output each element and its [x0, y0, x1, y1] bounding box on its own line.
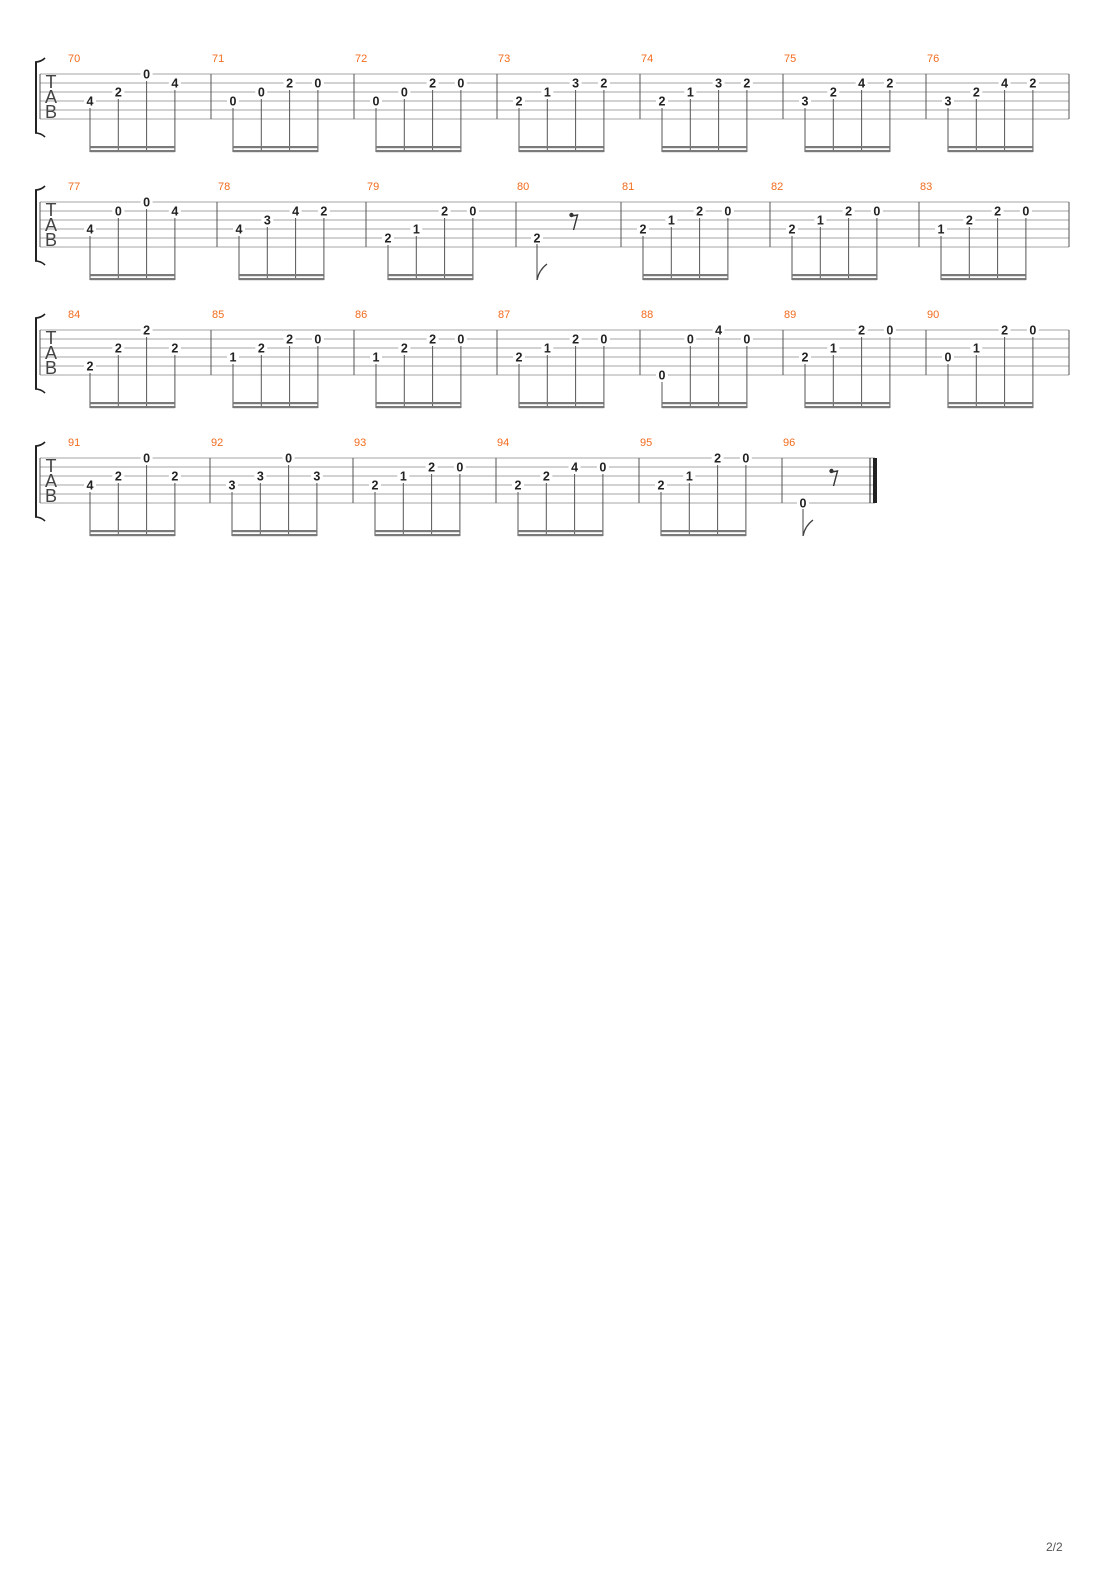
beam-primary — [948, 402, 1033, 404]
measure-number: 70 — [68, 53, 81, 65]
beam-primary — [239, 274, 324, 276]
measure-number: 73 — [498, 53, 511, 65]
bracket-bottom-hook — [35, 261, 45, 265]
beam-secondary — [643, 278, 728, 280]
bracket-top-hook — [35, 442, 45, 446]
beam-secondary — [941, 278, 1026, 280]
fret-number: 1 — [667, 213, 675, 228]
beam-secondary — [233, 406, 318, 408]
fret-number: 2 — [114, 341, 122, 356]
fret-number: 2 — [320, 204, 328, 219]
fret-number: 2 — [286, 76, 294, 91]
fret-number: 3 — [313, 469, 321, 484]
tab-system — [35, 437, 877, 536]
fret-number: 2 — [972, 85, 980, 100]
fret-number: 3 — [572, 76, 580, 91]
fret-number: 2 — [965, 213, 973, 228]
beam-primary — [661, 530, 746, 532]
fret-number: 4 — [171, 76, 179, 91]
tab-clef-letter: B — [44, 230, 58, 250]
beam-secondary — [948, 150, 1033, 152]
beam-primary — [233, 402, 318, 404]
fret-number: 0 — [742, 451, 750, 466]
beam-primary — [376, 146, 461, 148]
rest-dot — [569, 213, 573, 217]
measure-number: 75 — [784, 53, 797, 65]
tab-clef-letter: B — [44, 358, 58, 378]
fret-number: 0 — [469, 204, 477, 219]
page-number: 2/2 — [1046, 1540, 1063, 1554]
fret-number: 2 — [171, 341, 179, 356]
beam-secondary — [90, 150, 175, 152]
measure-number: 95 — [640, 437, 653, 449]
fret-number: 0 — [1022, 204, 1030, 219]
beam-secondary — [948, 406, 1033, 408]
measure-number: 72 — [355, 53, 368, 65]
fret-number: 3 — [263, 213, 271, 228]
measure-number: 93 — [354, 437, 367, 449]
beam-secondary — [375, 534, 460, 536]
fret-number: 2 — [428, 460, 436, 475]
fret-number: 0 — [873, 204, 881, 219]
fret-number: 0 — [799, 496, 807, 511]
beam-secondary — [792, 278, 877, 280]
fret-number: 2 — [845, 204, 853, 219]
rest-stroke — [832, 471, 838, 486]
beam-secondary — [388, 278, 473, 280]
beam-secondary — [232, 534, 317, 536]
fret-number: 2 — [788, 222, 796, 237]
tab-clef-letter: B — [44, 486, 58, 506]
fret-number: 1 — [816, 213, 824, 228]
beam-secondary — [233, 150, 318, 152]
fret-number: 4 — [86, 222, 94, 237]
measure-number: 76 — [927, 53, 940, 65]
fret-number: 4 — [1001, 76, 1009, 91]
tab-clef-letter: A — [44, 343, 58, 363]
fret-number: 2 — [801, 350, 809, 365]
fret-number: 2 — [829, 85, 837, 100]
fret-number: 2 — [858, 323, 866, 338]
beam-primary — [375, 530, 460, 532]
beam-secondary — [90, 278, 175, 280]
fret-number: 0 — [743, 332, 751, 347]
fret-number: 0 — [400, 85, 408, 100]
fret-number: 4 — [171, 204, 179, 219]
eighth-rest — [569, 213, 577, 230]
beam-primary — [792, 274, 877, 276]
beam-secondary — [661, 534, 746, 536]
fret-number: 2 — [696, 204, 704, 219]
measure-number: 77 — [68, 181, 81, 193]
fret-number: 2 — [886, 76, 894, 91]
fret-number: 0 — [372, 94, 380, 109]
tab-clef-letter: A — [44, 471, 58, 491]
fret-number: 2 — [542, 469, 550, 484]
tab-clef-letter: T — [45, 456, 57, 476]
beam-primary — [388, 274, 473, 276]
fret-number: 4 — [235, 222, 243, 237]
final-thick-barline — [873, 458, 877, 503]
fret-number: 3 — [715, 76, 723, 91]
measure-number: 91 — [68, 437, 81, 449]
measure-number: 71 — [212, 53, 225, 65]
tablature-score — [0, 0, 1110, 560]
fret-number: 1 — [829, 341, 837, 356]
fret-number: 0 — [686, 332, 694, 347]
fret-number: 0 — [944, 350, 952, 365]
fret-number: 4 — [715, 323, 723, 338]
fret-number: 2 — [994, 204, 1002, 219]
fret-number: 2 — [600, 76, 608, 91]
tab-clef-letter: A — [44, 87, 58, 107]
beam-secondary — [239, 278, 324, 280]
fret-number: 2 — [114, 85, 122, 100]
beam-secondary — [519, 406, 604, 408]
measure-number: 87 — [498, 309, 511, 321]
measure-number: 85 — [212, 309, 225, 321]
fret-number: 2 — [429, 76, 437, 91]
bracket-top-hook — [35, 58, 45, 62]
beam-secondary — [90, 534, 175, 536]
measure-number: 92 — [211, 437, 224, 449]
fret-number: 2 — [114, 469, 122, 484]
beam-secondary — [662, 150, 747, 152]
fret-number: 0 — [457, 76, 465, 91]
measure-number: 74 — [641, 53, 654, 65]
beam-primary — [519, 146, 604, 148]
tab-clef-letter: T — [45, 328, 57, 348]
beam-primary — [90, 530, 175, 532]
fret-number: 0 — [143, 451, 151, 466]
fret-number: 2 — [441, 204, 449, 219]
beam-secondary — [518, 534, 603, 536]
beam-secondary — [662, 406, 747, 408]
beam-primary — [643, 274, 728, 276]
beam-secondary — [519, 150, 604, 152]
tab-system — [35, 309, 1069, 408]
fret-number: 2 — [657, 478, 665, 493]
measure-number: 81 — [622, 181, 635, 193]
fret-number: 2 — [515, 350, 523, 365]
tab-clef-letter: T — [45, 200, 57, 220]
fret-number: 1 — [229, 350, 237, 365]
measure-number: 89 — [784, 309, 797, 321]
beam-primary — [941, 274, 1026, 276]
measure-number: 83 — [920, 181, 933, 193]
fret-number: 0 — [229, 94, 237, 109]
fret-number: 0 — [658, 368, 666, 383]
fret-number: 0 — [457, 332, 465, 347]
fret-number: 4 — [86, 94, 94, 109]
bracket-bottom-hook — [35, 389, 45, 393]
beam-primary — [805, 402, 890, 404]
beam-primary — [376, 402, 461, 404]
fret-number: 1 — [412, 222, 420, 237]
fret-number: 1 — [399, 469, 407, 484]
fret-number: 1 — [543, 341, 551, 356]
beam-secondary — [805, 150, 890, 152]
fret-number: 1 — [972, 341, 980, 356]
tab-system — [35, 181, 1069, 280]
beam-primary — [90, 274, 175, 276]
fret-number: 2 — [533, 231, 541, 246]
fret-number: 2 — [714, 451, 722, 466]
tab-clef-letter: B — [44, 102, 58, 122]
fret-number: 2 — [514, 478, 522, 493]
fret-number: 0 — [257, 85, 265, 100]
tab-system — [35, 53, 1069, 152]
fret-number: 3 — [256, 469, 264, 484]
fret-number: 1 — [685, 469, 693, 484]
fret-number: 1 — [686, 85, 694, 100]
fret-number: 3 — [228, 478, 236, 493]
fret-number: 2 — [143, 323, 151, 338]
fret-number: 2 — [743, 76, 751, 91]
beam-primary — [805, 146, 890, 148]
fret-number: 1 — [372, 350, 380, 365]
fret-number: 4 — [86, 478, 94, 493]
fret-number: 0 — [143, 195, 151, 210]
fret-number: 0 — [599, 460, 607, 475]
beam-secondary — [376, 150, 461, 152]
fret-number: 2 — [639, 222, 647, 237]
beam-primary — [662, 402, 747, 404]
beam-secondary — [805, 406, 890, 408]
fret-number: 4 — [292, 204, 300, 219]
measure-number: 84 — [68, 309, 81, 321]
bracket-bottom-hook — [35, 517, 45, 521]
beam-primary — [948, 146, 1033, 148]
beam-secondary — [90, 406, 175, 408]
rest-stroke — [572, 215, 578, 230]
beam-primary — [662, 146, 747, 148]
beam-primary — [90, 402, 175, 404]
fret-number: 3 — [944, 94, 952, 109]
beam-secondary — [376, 406, 461, 408]
fret-number: 2 — [171, 469, 179, 484]
fret-number: 0 — [314, 332, 322, 347]
bracket-bottom-hook — [35, 133, 45, 137]
fret-number: 1 — [937, 222, 945, 237]
measure-number: 78 — [218, 181, 231, 193]
fret-number: 2 — [429, 332, 437, 347]
fret-number: 2 — [1001, 323, 1009, 338]
fret-number: 2 — [371, 478, 379, 493]
bracket-top-hook — [35, 186, 45, 190]
eighth-rest — [829, 469, 837, 486]
fret-number: 1 — [543, 85, 551, 100]
fret-number: 2 — [286, 332, 294, 347]
rest-dot — [829, 469, 833, 473]
bracket-top-hook — [35, 314, 45, 318]
note-flag — [803, 520, 813, 536]
fret-number: 0 — [600, 332, 608, 347]
fret-number: 0 — [1029, 323, 1037, 338]
measure-number: 96 — [783, 437, 796, 449]
beam-primary — [233, 146, 318, 148]
measure-number: 82 — [771, 181, 784, 193]
tab-clef-letter: A — [44, 215, 58, 235]
measure-number: 86 — [355, 309, 368, 321]
fret-number: 2 — [400, 341, 408, 356]
fret-number: 4 — [858, 76, 866, 91]
beam-primary — [232, 530, 317, 532]
fret-number: 2 — [1029, 76, 1037, 91]
fret-number: 0 — [886, 323, 894, 338]
beam-primary — [90, 146, 175, 148]
fret-number: 2 — [257, 341, 265, 356]
fret-number: 0 — [724, 204, 732, 219]
beam-primary — [518, 530, 603, 532]
fret-number: 2 — [572, 332, 580, 347]
measure-number: 80 — [517, 181, 530, 193]
note-flag — [537, 264, 547, 280]
tab-clef-letter: T — [45, 72, 57, 92]
measure-number: 79 — [367, 181, 380, 193]
fret-number: 0 — [285, 451, 293, 466]
measure-number: 88 — [641, 309, 654, 321]
fret-number: 2 — [86, 359, 94, 374]
fret-number: 2 — [384, 231, 392, 246]
fret-number: 0 — [456, 460, 464, 475]
fret-number: 3 — [801, 94, 809, 109]
fret-number: 0 — [114, 204, 122, 219]
fret-number: 2 — [658, 94, 666, 109]
fret-number: 0 — [143, 67, 151, 82]
beam-primary — [519, 402, 604, 404]
fret-number: 0 — [314, 76, 322, 91]
measure-number: 90 — [927, 309, 940, 321]
measure-number: 94 — [497, 437, 510, 449]
fret-number: 4 — [571, 460, 579, 475]
fret-number: 2 — [515, 94, 523, 109]
